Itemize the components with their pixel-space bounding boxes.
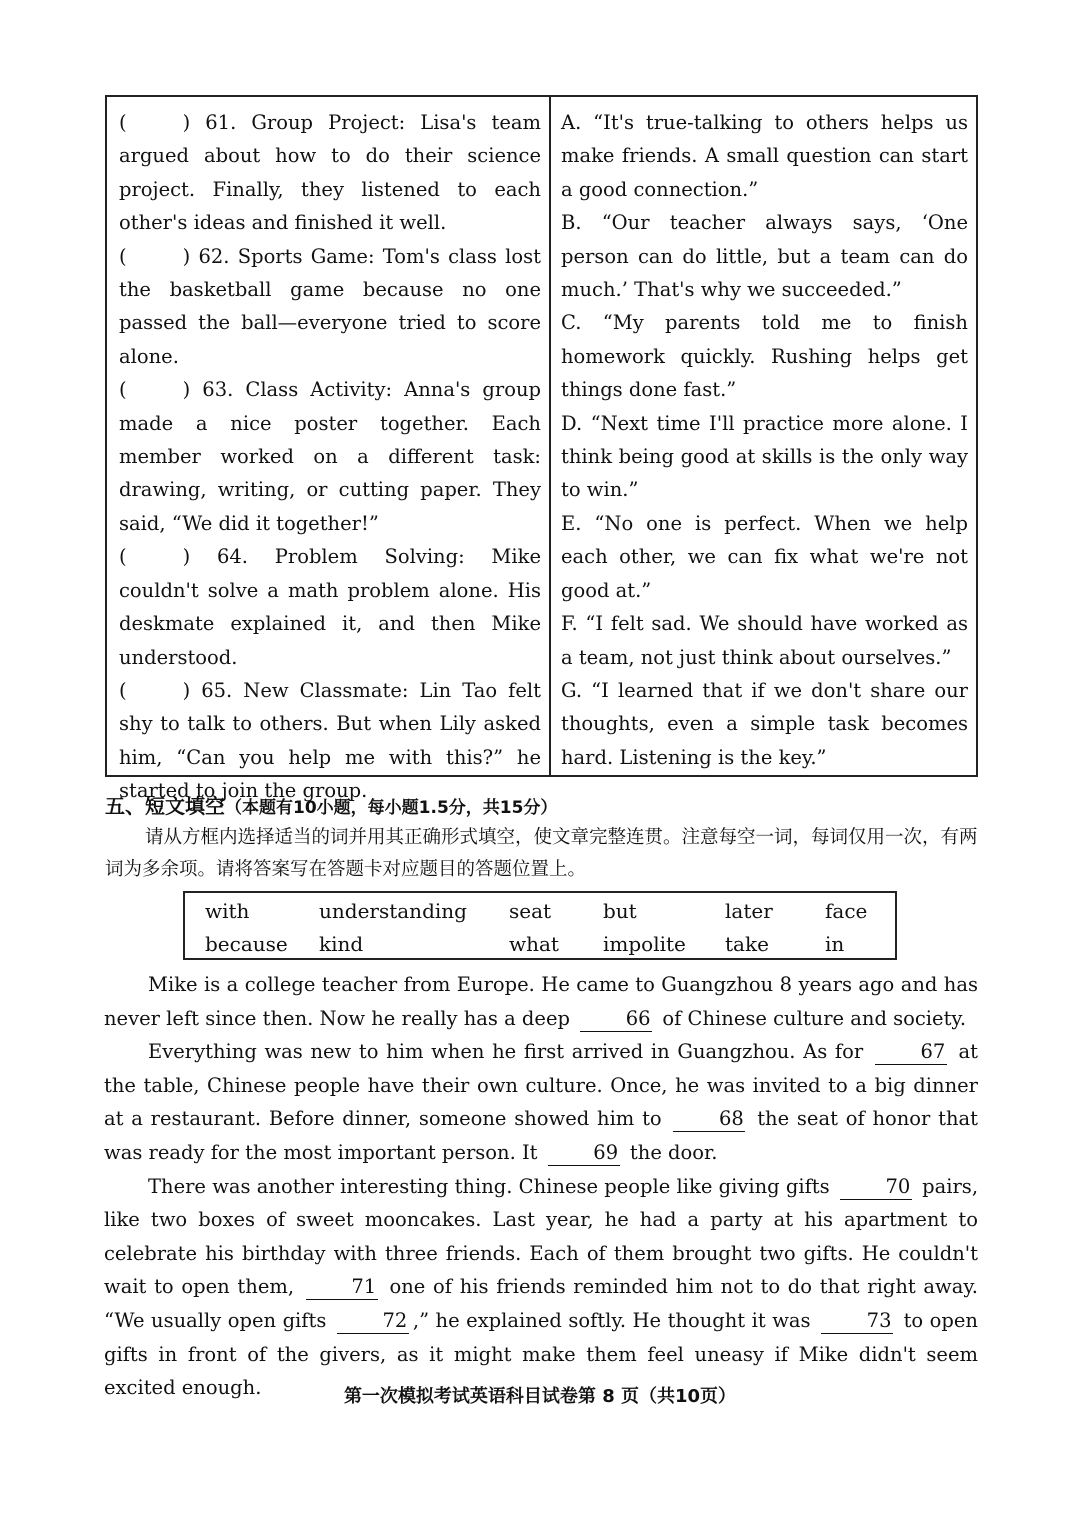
word-item: what <box>509 932 559 956</box>
option-b: B. “Our teacher always says, ‘One person can do little, but a team can do much.’ That's why we succeeded.” <box>561 211 968 302</box>
blank-66: 66 <box>580 1007 652 1032</box>
word-item: but <box>603 899 637 923</box>
situation-64: ( ) 64. Problem Solving: Mike couldn't solve a math problem alone. His deskmate explained it, and then Mike understood. <box>119 545 541 669</box>
word-item: later <box>725 899 773 923</box>
page-footer: 第一次模拟考试英语科目试卷第 8 页（共10页） <box>343 1386 737 1407</box>
passage-paragraph: There was another interesting thing. Chinese people like giving gifts 70 pairs, like two boxes of sweet mooncakes. Last year, he had a party at his apartment to celebrate his birthday with three friends. Each of them brought two gifts. He couldn't wait to open them, 71 one of his friends reminded him not to do that right away. “We usually open gifts 72 ,” he explained softly. He thought it was 73 to open gifts in front of the givers, as it might make them feel uneasy if Mike didn't seem excited enough. <box>104 1174 979 1400</box>
word-item: understanding <box>319 899 467 923</box>
instructions: 请从方框内选择适当的词并用其正确形式填空，使文章完整连贯。注意每空一词，每词仅用一次，有两词为多余项。请将答案写在答题卡对应题目的答题位置上。 <box>105 827 978 880</box>
option-d: D. “Next time I'll practice more alone. I think being good at skills is the only way to win.” <box>561 411 968 502</box>
section-note: （本题有10小题，每小题1.5分，共15分） <box>225 798 558 818</box>
section-title <box>105 790 557 819</box>
options-column <box>551 97 976 775</box>
blank-68: 68 <box>673 1107 745 1132</box>
blank-71: 71 <box>306 1275 378 1300</box>
passage-paragraph: Everything was new to him when he first arrived in Guangzhou. As for 67 at the table, Chinese people have their own culture. Once, he was invited to a big dinner at a restaurant. Before dinner, someone showed him to 68 the seat of honor that was ready for the most important person. It 69 the door. <box>104 1040 979 1164</box>
option-g: G. “I learned that if we don't share our thoughts, even a simple task becomes hard. Listening is the key.” <box>561 678 968 769</box>
blank-72: 72 <box>337 1309 409 1334</box>
situation-62: ( ) 62. Sports Game: Tom's class lost the basketball game because no one passed the ball—everyone tried to score alone. <box>119 244 541 368</box>
situation-65: ( ) 65. New Classmate: Lin Tao felt shy to talk to others. But when Lily asked him, “Can you help me with this?” he started to join the group. <box>119 678 541 803</box>
section-heading: 五、短文填空 <box>105 794 225 818</box>
passage <box>104 968 978 1405</box>
word-item: face <box>825 899 868 923</box>
word-item: impolite <box>603 932 686 956</box>
option-f: F. “I felt sad. We should have worked as a team, not just think about ourselves.” <box>561 612 968 669</box>
option-c: C. “My parents told me to finish homework quickly. Rushing helps get things done fast.” <box>561 311 968 402</box>
word-item: take <box>725 932 769 956</box>
word-item: in <box>825 932 845 956</box>
word-bank <box>183 891 897 960</box>
word-item: kind <box>319 932 364 956</box>
word-item: seat <box>509 899 552 923</box>
blank-69: 69 <box>548 1141 620 1166</box>
situations-column <box>107 97 551 803</box>
word-item: because <box>205 932 288 956</box>
situation-61: ( ) 61. Group Project: Lisa's team argued about how to do their science project. Finally, they listened to each other's ideas and finished it well. <box>119 111 541 235</box>
blank-67: 67 <box>875 1040 947 1065</box>
blank-70: 70 <box>840 1175 912 1200</box>
passage-paragraph: Mike is a college teacher from Europe. He came to Guangzhou 8 years ago and has never left since then. Now he really has a deep 66 of Chinese culture and society. <box>104 973 978 1030</box>
option-a: A. “It's true-talking to others helps us make friends. A small question can start a good connection.” <box>561 111 968 201</box>
option-e: E. “No one is perfect. When we help each other, we can fix what we're not good at.” <box>561 511 968 602</box>
word-item: with <box>205 899 250 923</box>
blank-73: 73 <box>821 1309 893 1334</box>
matching-table <box>105 95 978 803</box>
situation-63: ( ) 63. Class Activity: Anna's group made a nice poster together. Each member worked on a different task: drawing, writing, or cutting paper. They said, “We did it together!” <box>119 378 541 535</box>
